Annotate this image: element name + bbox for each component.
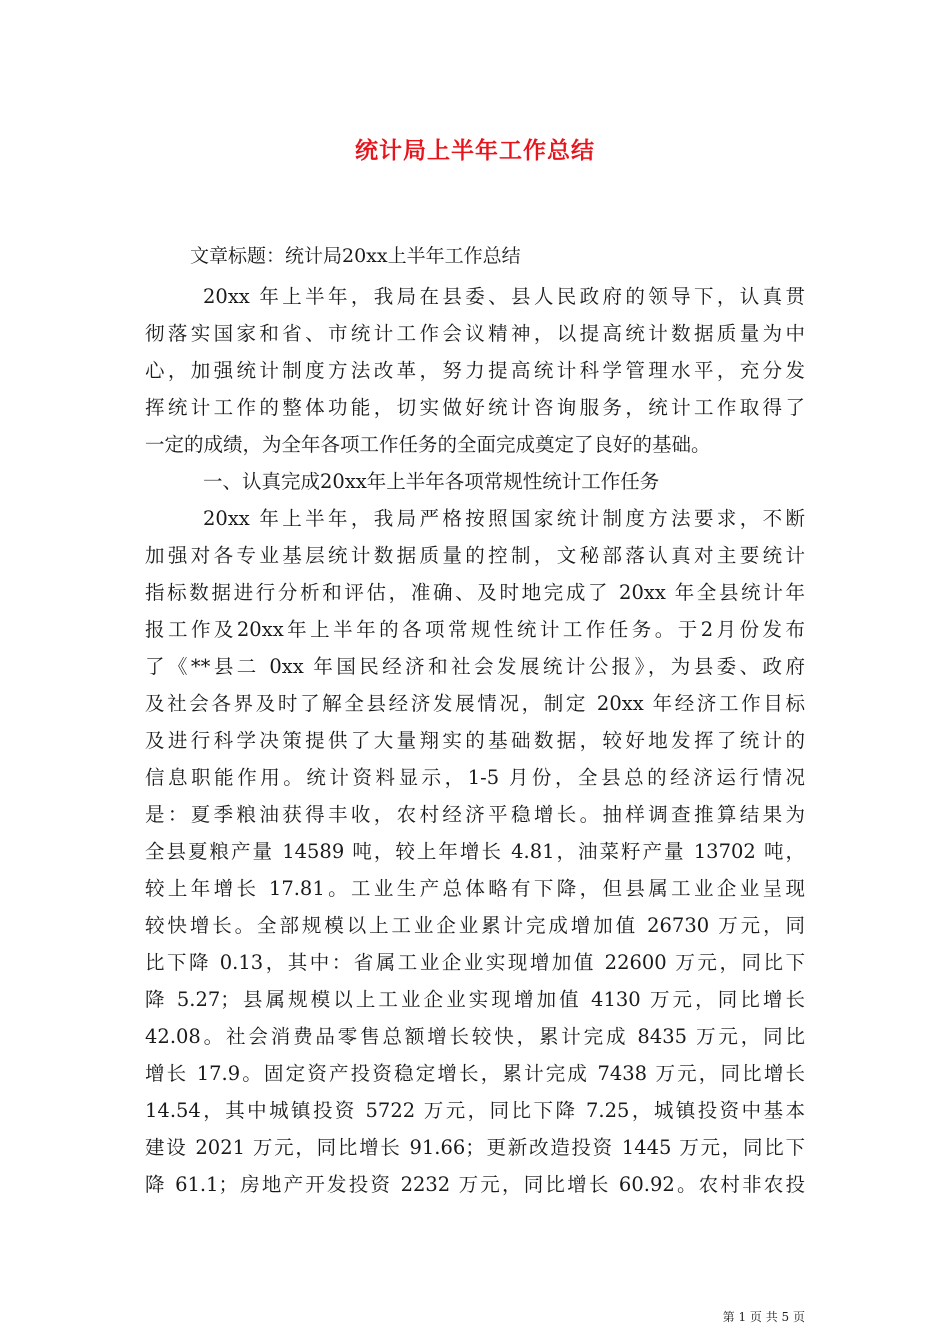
paragraph-line: 降 61.1；房地产开发投资 2232 万元，同比增长 60.92。农村非农投 [145,1173,805,1196]
paragraph-line: 是：夏季粮油获得丰收，农村经济平稳增长。抽样调查推算结果为 [145,803,805,826]
paragraph-line: 较快增长。全部规模以上工业企业累计完成增加值 26730 万元，同 [145,914,805,937]
paragraph-line: 了《**县二 0xx 年国民经济和社会发展统计公报》，为县委、政府 [145,655,805,678]
section-heading: 一、认真完成20xx年上半年各项常规性统计工作任务 [203,470,660,493]
paragraph-line: 42.08。社会消费品零售总额增长较快，累计完成 8435 万元，同比 [145,1025,805,1048]
paragraph-line: 增长 17.9。固定资产投资稳定增长，累计完成 7438 万元，同比增长 [145,1062,805,1085]
paragraph-line: 全县夏粮产量 14589 吨，较上年增长 4.81，油菜籽产量 13702 吨， [145,840,805,863]
paragraph-line: 降 5.27；县属规模以上工业企业实现增加值 4130 万元，同比增长 [145,988,805,1011]
paragraph-line: 彻落实国家和省、市统计工作会议精神，以提高统计数据质量为中 [145,322,805,345]
paragraph-line: 建设 2021 万元，同比增长 91.66；更新改造投资 1445 万元，同比下 [145,1136,805,1159]
paragraph-line: 加强对各专业基层统计数据质量的控制，文秘部落认真对主要统计 [145,544,805,567]
document-body [145,278,805,1203]
paragraph-line: 比下降 0.13，其中：省属工业企业实现增加值 22600 万元，同比下 [145,951,805,974]
paragraph-line: 及社会各界及时了解全县经济发展情况，制定 20xx 年经济工作目标 [145,692,805,715]
article-title-line: 文章标题：统计局20xx上半年工作总结 [190,245,521,267]
paragraph-line: 14.54，其中城镇投资 5722 万元，同比下降 7.25，城镇投资中基本 [145,1099,805,1122]
paragraph-line: 及进行科学决策提供了大量翔实的基础数据，较好地发挥了统计的 [145,729,805,752]
paragraph-line: 信息职能作用。统计资料显示，1-5 月份，全县总的经济运行情况 [145,766,805,789]
paragraph-line: 较上年增长 17.81。工业生产总体略有下降，但县属工业企业呈现 [145,877,805,900]
document-title: 统计局上半年工作总结 [355,137,595,164]
paragraph-line: 20xx 年上半年，我局严格按照国家统计制度方法要求，不断 [203,507,805,530]
paragraph-line: 报工作及20xx年上半年的各项常规性统计工作任务。于2月份发布 [145,618,805,641]
paragraph-line: 挥统计工作的整体功能，切实做好统计咨询服务，统计工作取得了 [145,396,805,419]
paragraph-line: 指标数据进行分析和评估，准确、及时地完成了 20xx 年全县统计年 [145,581,805,604]
paragraph-line: 心，加强统计制度方法改革，努力提高统计科学管理水平，充分发 [145,359,805,382]
paragraph-line: 一定的成绩，为全年各项工作任务的全面完成奠定了良好的基础。 [145,433,711,456]
page-number: 第 1 页 共 5 页 [722,1310,805,1324]
paragraph-line: 20xx 年上半年，我局在县委、县人民政府的领导下，认真贯 [203,285,805,308]
